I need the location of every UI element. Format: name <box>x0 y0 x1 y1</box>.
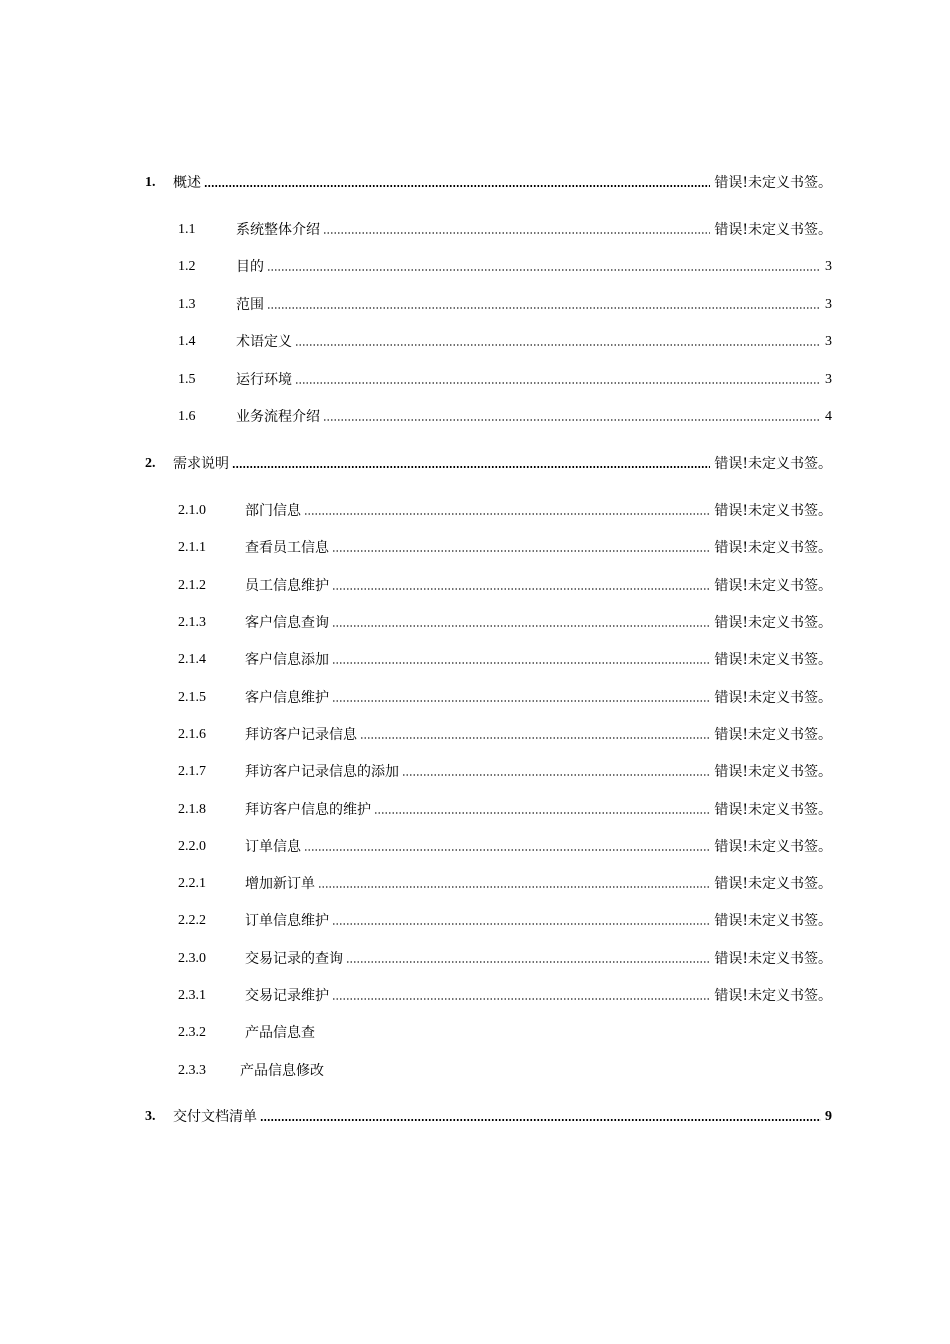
toc-entry-1-1[interactable] <box>178 217 832 239</box>
dot-leader <box>346 960 710 964</box>
toc-page: 3 <box>825 259 832 274</box>
toc-entry-2-3-0[interactable] <box>178 946 832 968</box>
toc-page: 错误!未定义书签。 <box>714 727 832 743</box>
toc-page: 错误!未定义书签。 <box>714 839 832 855</box>
toc-title: 客户信息查询 <box>245 615 329 631</box>
toc-entry-2-1-8[interactable] <box>178 797 832 819</box>
dot-leader <box>260 1118 821 1122</box>
toc-number: 1.4 <box>178 334 196 349</box>
toc-entry-1-4[interactable] <box>178 329 832 351</box>
toc-number: 2.1.1 <box>178 540 206 555</box>
toc-number: 2.3.1 <box>178 988 206 1003</box>
toc-page: 3 <box>825 372 832 387</box>
dot-leader <box>374 811 710 815</box>
toc-title: 客户信息添加 <box>245 652 329 668</box>
dot-leader <box>360 736 710 740</box>
toc-entry-1[interactable] <box>145 170 832 192</box>
toc-title: 交易记录的查询 <box>245 951 343 967</box>
dot-leader <box>204 184 710 188</box>
toc-number: 1.6 <box>178 409 196 424</box>
toc-page: 4 <box>825 409 832 424</box>
dot-leader <box>267 306 821 310</box>
toc-number: 2.1.3 <box>178 615 206 630</box>
toc-title: 交付文档清单 <box>173 1109 257 1125</box>
toc-title: 产品信息查 <box>245 1025 315 1041</box>
toc-title: 订单信息 <box>245 839 301 855</box>
toc-entry-2-2-0[interactable] <box>178 834 832 856</box>
dot-leader <box>332 549 710 553</box>
toc-number: 2.1.5 <box>178 690 206 705</box>
toc-title: 员工信息维护 <box>245 578 329 594</box>
toc-entry-2-2-2[interactable] <box>178 908 832 930</box>
toc-page: 错误!未定义书签。 <box>714 456 832 472</box>
toc-number: 2.1.4 <box>178 652 206 667</box>
toc-entry-1-6[interactable] <box>178 404 832 426</box>
toc-title: 增加新订单 <box>245 876 315 892</box>
toc-entry-2-1-2[interactable] <box>178 573 832 595</box>
toc-number: 2.1.8 <box>178 802 206 817</box>
toc-page: 9 <box>825 1109 832 1124</box>
toc-number: 1.3 <box>178 297 196 312</box>
toc-entry-2[interactable] <box>145 451 832 473</box>
toc-page: 错误!未定义书签。 <box>714 876 832 892</box>
toc-title: 拜访客户记录信息的添加 <box>245 764 399 780</box>
toc-number: 3. <box>145 1109 156 1124</box>
toc-number: 2. <box>145 456 156 471</box>
toc-title: 查看员工信息 <box>245 540 329 556</box>
toc-number: 2.3.2 <box>178 1025 206 1040</box>
dot-leader <box>323 231 710 235</box>
dot-leader <box>304 848 710 852</box>
toc-entry-2-1-5[interactable] <box>178 685 832 707</box>
toc-title: 拜访客户记录信息 <box>245 727 357 743</box>
dot-leader <box>332 699 710 703</box>
dot-leader <box>295 343 821 347</box>
toc-page: 错误!未定义书签。 <box>714 503 832 519</box>
toc-page: 错误!未定义书签。 <box>714 578 832 594</box>
toc-number: 2.1.2 <box>178 578 206 593</box>
toc-number: 2.3.0 <box>178 951 206 966</box>
toc-number: 2.2.0 <box>178 839 206 854</box>
dot-leader <box>318 885 710 889</box>
dot-leader <box>323 418 821 422</box>
toc-entry-2-1-0[interactable] <box>178 498 832 520</box>
toc-entry-1-5[interactable] <box>178 367 832 389</box>
toc-page: 错误!未定义书签。 <box>714 802 832 818</box>
toc-page: 错误!未定义书签。 <box>714 540 832 556</box>
dot-leader <box>332 624 710 628</box>
dot-leader <box>332 922 710 926</box>
toc-title: 概述 <box>173 175 201 191</box>
toc-number: 2.2.2 <box>178 913 206 928</box>
toc-title: 运行环境 <box>236 372 292 388</box>
toc-page: 错误!未定义书签。 <box>714 764 832 780</box>
toc-title: 交易记录维护 <box>245 988 329 1004</box>
toc-title: 部门信息 <box>245 503 301 519</box>
toc-page: 错误!未定义书签。 <box>714 690 832 706</box>
dot-leader <box>232 465 710 469</box>
toc-entry-2-2-1[interactable] <box>178 871 832 893</box>
dot-leader <box>295 381 821 385</box>
toc-title: 范围 <box>236 297 264 313</box>
toc-page: 错误!未定义书签。 <box>714 951 832 967</box>
toc-title: 产品信息修改 <box>240 1063 324 1079</box>
dot-leader <box>332 587 710 591</box>
toc-entry-2-1-3[interactable] <box>178 610 832 632</box>
toc-number: 1. <box>145 175 156 190</box>
toc-entry-2-3-3[interactable] <box>178 1058 832 1080</box>
toc-page: 错误!未定义书签。 <box>714 913 832 929</box>
toc-number: 1.5 <box>178 372 196 387</box>
toc-entry-2-1-7[interactable] <box>178 759 832 781</box>
toc-title: 业务流程介绍 <box>236 409 320 425</box>
toc-number: 2.2.1 <box>178 876 206 891</box>
toc-title: 系统整体介绍 <box>236 222 320 238</box>
toc-entry-1-3[interactable] <box>178 292 832 314</box>
toc-page: 3 <box>825 334 832 349</box>
toc-number: 2.1.7 <box>178 764 206 779</box>
toc-page: 错误!未定义书签。 <box>714 175 832 191</box>
toc-title: 订单信息维护 <box>245 913 329 929</box>
toc-number: 2.1.0 <box>178 503 206 518</box>
dot-leader <box>332 997 710 1001</box>
toc-page: 错误!未定义书签。 <box>714 222 832 238</box>
toc-page: 错误!未定义书签。 <box>714 652 832 668</box>
dot-leader <box>267 268 821 272</box>
toc-title: 拜访客户信息的维护 <box>245 802 371 818</box>
toc-title: 目的 <box>236 259 264 275</box>
dot-leader <box>304 512 710 516</box>
toc-entry-2-3-1[interactable] <box>178 983 832 1005</box>
toc-title: 需求说明 <box>173 456 229 472</box>
dot-leader <box>332 661 710 665</box>
toc-number: 1.1 <box>178 222 196 237</box>
toc-number: 2.1.6 <box>178 727 206 742</box>
toc-page: 3 <box>825 297 832 312</box>
toc-entry-2-1-6[interactable] <box>178 722 832 744</box>
toc-entry-2-1-4[interactable] <box>178 647 832 669</box>
toc-title: 术语定义 <box>236 334 292 350</box>
toc-number: 2.3.3 <box>178 1063 206 1078</box>
dot-leader <box>402 773 710 777</box>
toc-entry-2-1-1[interactable] <box>178 535 832 557</box>
toc-title: 客户信息维护 <box>245 690 329 706</box>
toc-entry-3[interactable] <box>145 1104 832 1126</box>
toc-entry-1-2[interactable] <box>178 254 832 276</box>
toc-number: 1.2 <box>178 259 196 274</box>
toc-entry-2-3-2[interactable] <box>178 1020 832 1042</box>
toc-page: 错误!未定义书签。 <box>714 615 832 631</box>
toc-page: 错误!未定义书签。 <box>714 988 832 1004</box>
